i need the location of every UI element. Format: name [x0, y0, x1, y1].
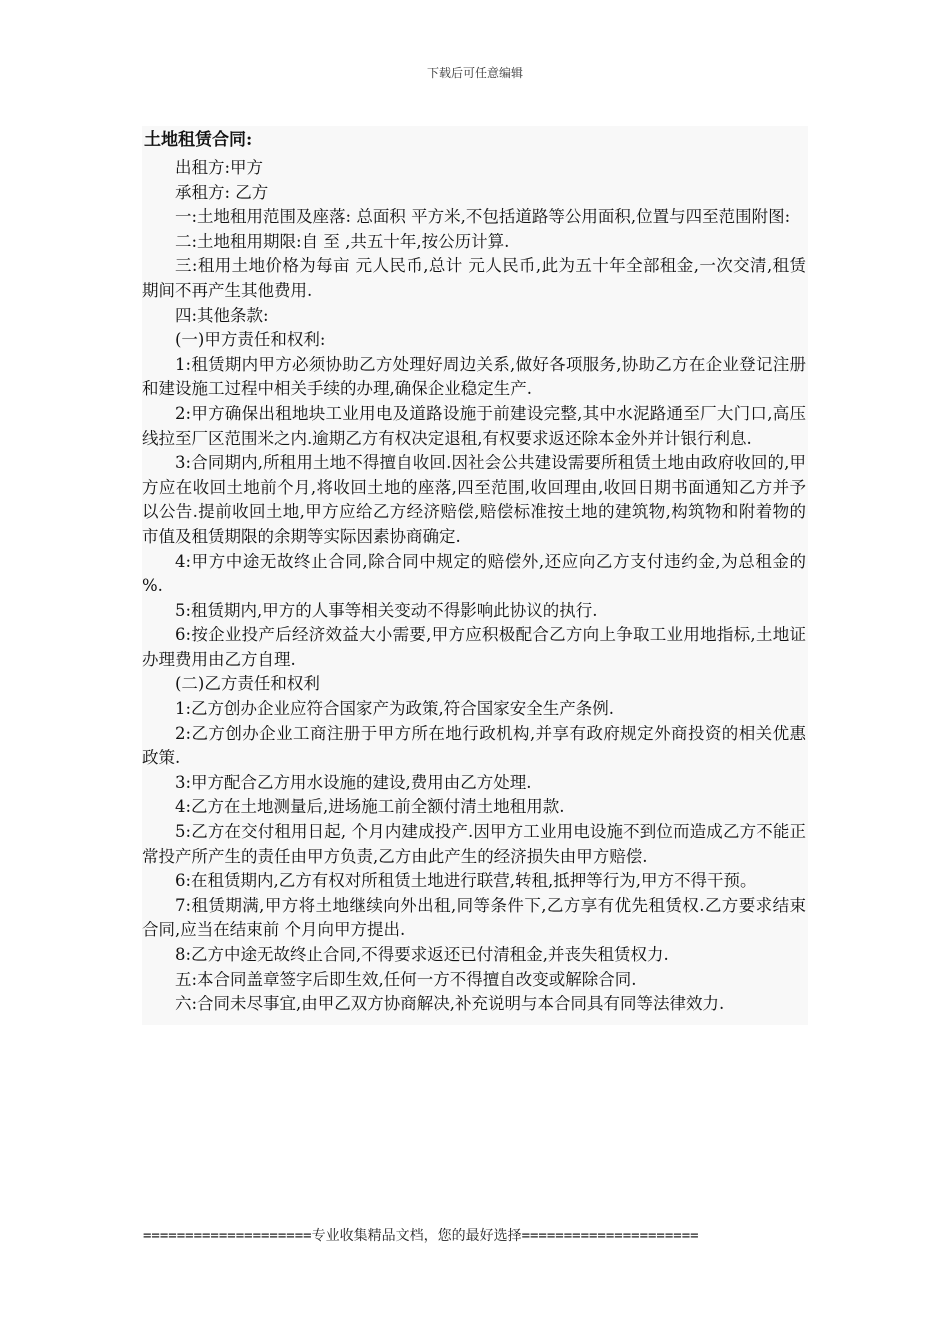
paragraph: 6:在租赁期内,乙方有权对所租赁土地进行联营,转租,抵押等行为,甲方不得干预。 [175, 871, 757, 891]
document-title: 土地租赁合同: [144, 130, 253, 150]
paragraph: 5:乙方在交付租用日起, 个月内建成投产.因甲方工业用电设施不到位而造成乙方不能正常投产所产生的责任由甲方负责,乙方由此产生的经济损失由甲方赔偿. [142, 822, 806, 866]
contract-body [142, 126, 808, 1025]
paragraph: 六:合同未尽事宜,由甲乙双方协商解决,补充说明与本合同具有同等法律效力. [175, 994, 725, 1014]
paragraph: 二:土地租用期限:自 至 ,共五十年,按公历计算. [175, 231, 510, 251]
paragraph: 8:乙方中途无故终止合同,不得要求返还已付清租金,并丧失租赁权力. [175, 945, 669, 964]
paragraph: 三:租用土地价格为每亩 元人民币,总计 元人民币,此为五十年全部租金,一次交清,租赁期间不再产生其他费用. [142, 256, 806, 300]
paragraph: 4:甲方中途无故终止合同,除合同中规定的赔偿外,还应向乙方支付违约金,为总租金的 %. [142, 551, 806, 596]
paragraph: 5:租赁期内,甲方的人事等相关变动不得影响此协议的执行. [175, 600, 598, 620]
paragraph: 3:甲方配合乙方用水设施的建设,费用由乙方处理. [175, 772, 532, 792]
paragraph: 4:乙方在土地测量后,进场施工前全额付清土地租用款. [175, 797, 565, 817]
paragraph: 四:其他条款: [175, 305, 269, 325]
paragraph: 承租方: 乙方 [175, 182, 269, 202]
paragraph: 3:合同期内,所租用土地不得擅自收回.因社会公共建设需要所租赁土地由政府收回的,甲方应在收回土地前个月,将收回土地的座落,四至范围,收回理由,收回日期书面通知乙方并予以公告.提前收回土地,甲方应给乙方经济赔偿,赔偿标准按土地的建筑物,构筑物和附着物的市值及租赁期限的余期等实际因素协商确定. [142, 453, 806, 546]
paragraph: 1:乙方创办企业应符合国家产为政策,符合国家安全生产条例. [175, 699, 615, 719]
paragraph: 2:甲方确保出租地块工业用电及道路设施于前建设完整,其中水泥路通至厂大门口,高压线拉至厂区范围米之内.逾期乙方有权决定退租,有权要求返还除本金外并计银行利息. [142, 403, 806, 448]
paragraph: 五:本合同盖章签字后即生效,任何一方不得擅自改变或解除合同. [175, 969, 637, 989]
paragraph: 一:土地租用范围及座落: 总面积 平方米,不包括道路等公用面积,位置与四至范围附图: [175, 207, 791, 227]
paragraph: 2:乙方创办企业工商注册于甲方所在地行政机构,并享有政府规定外商投资的相关优惠政策. [142, 723, 806, 768]
paragraph: 7:租赁期满,甲方将土地继续向外出租,同等条件下,乙方享有优先租赁权.乙方要求结束合同,应当在结束前 个月向甲方提出. [142, 895, 806, 940]
paragraph: (一)甲方责任和权利: [175, 330, 326, 350]
paragraph: 出租方:甲方 [175, 158, 264, 177]
paragraph: 6:按企业投产后经济效益大小需要,甲方应积极配合乙方向上争取工业用地指标,土地证办理费用由乙方自理. [142, 625, 806, 669]
footer-banner: ====================专业收集精品文档，您的最好选择===================== [143, 1228, 699, 1244]
paragraph: (二)乙方责任和权利 [175, 674, 320, 694]
paragraph: 1:租赁期内甲方必须协助乙方处理好周边关系,做好各项服务,协助乙方在企业登记注册和建设施工过程中相关手续的办理,确保企业稳定生产. [142, 354, 806, 399]
header-note: 下载后可任意编辑 [426, 66, 523, 80]
